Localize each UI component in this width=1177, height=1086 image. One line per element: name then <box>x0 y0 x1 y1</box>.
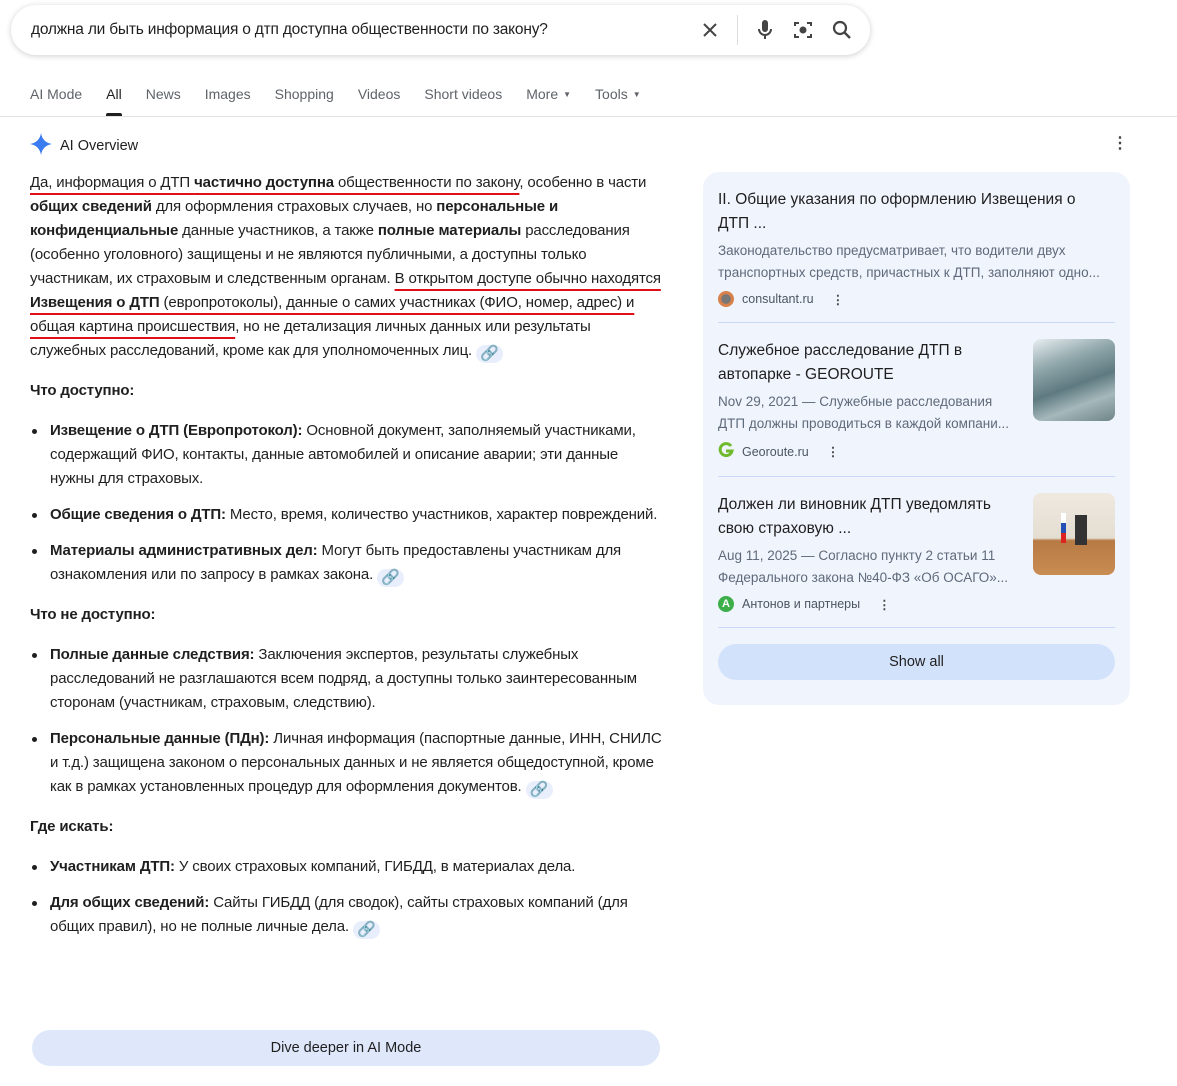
text: общественности по закону <box>333 174 520 191</box>
text: данные участников, а также <box>178 222 378 239</box>
antonov-favicon: A <box>718 596 734 612</box>
tab-more[interactable] <box>526 86 571 116</box>
list-item <box>30 539 662 587</box>
list <box>30 855 662 939</box>
text: Место, время, количество участников, характер повреждений. <box>225 506 658 523</box>
source-link-icon[interactable]: 🔗 <box>476 345 503 363</box>
list <box>30 419 662 587</box>
text: Сайты ГИБДД (для сводок), сайты страховых компаний (для общих правил), но не полные личные дела. <box>50 894 628 935</box>
consultant-favicon <box>718 291 734 307</box>
list-item <box>30 503 662 527</box>
text: Заключения экспертов, результаты служебных расследований не разглашаются всем подряд, а доступны только заинтересованным сторонам (участникам, страховым, следствию). <box>50 646 637 711</box>
search-tabs <box>30 86 665 116</box>
source-link-icon[interactable]: 🔗 <box>526 781 553 799</box>
search-icon[interactable] <box>832 20 852 40</box>
source-snippet: Федерального закона №40-ФЗ «Об ОСАГО»... <box>718 570 1009 585</box>
list-item <box>30 891 662 939</box>
bold-text: персональные и конфиденциальные <box>30 198 559 239</box>
bold-text: частично доступна <box>194 174 334 191</box>
bold-text: Извещения о ДТП <box>30 294 160 311</box>
source-snippet: Законодательство предусматривает, что водители двух <box>718 243 1066 258</box>
text: Да, информация о ДТП <box>30 174 195 191</box>
section-heading: Что доступно: <box>30 382 135 399</box>
source-snippet: Aug 11, 2025 — Согласно пункту 2 статьи 11 <box>718 548 996 563</box>
text: (европротоколы), данные о самих участниках (ФИО, номер, адрес) и общая картина происшествия <box>30 294 635 335</box>
source-link-icon[interactable]: 🔗 <box>353 921 380 939</box>
bold-text: общих сведений <box>30 198 152 215</box>
show-all-button[interactable]: Show all <box>718 644 1115 680</box>
tab-all[interactable]: All <box>106 86 122 116</box>
source-snippet: транспортных средств, причастных к ДТП, заполняют одно... <box>718 265 1100 280</box>
intro-paragraph <box>30 171 662 363</box>
divider <box>737 15 738 45</box>
source-site: Georoute.ru <box>742 444 809 459</box>
ai-overview-header <box>30 133 138 159</box>
clear-icon[interactable] <box>701 21 719 39</box>
text: расследования (особенно уголовного) защищены и не являются публичными, а доступны только участникам, их страховым и следственным органам. <box>30 222 630 287</box>
search-input[interactable]: должна ли быть информация о дтп доступна общественности по закону? <box>31 21 548 38</box>
source-card[interactable] <box>718 323 1115 477</box>
more-options-icon[interactable]: ⋮ <box>826 445 840 459</box>
list-item <box>30 419 662 491</box>
more-options-icon[interactable]: ⋮ <box>831 292 845 307</box>
tab-short-videos[interactable]: Short videos <box>424 86 503 102</box>
source-title[interactable]: Должен ли виновник ДТП уведомлять свою страховую ... <box>718 496 991 537</box>
tab-more-label: More <box>526 86 559 102</box>
text: В открытом доступе обычно находятся <box>394 270 661 287</box>
term: Персональные данные (ПДн): <box>50 730 270 747</box>
ai-overview-title: AI Overview <box>60 138 139 154</box>
term: Полные данные следствия: <box>50 646 255 663</box>
caret-down-icon: ▼ <box>632 90 641 99</box>
text: , особенно в части <box>519 174 647 191</box>
text: Основной документ, заполняемый участниками, содержащий ФИО, контакты, данные автомобилей и описание аварии; эти данные нужны для страховых. <box>50 422 636 487</box>
tab-ai-mode[interactable]: AI Mode <box>30 86 83 102</box>
gemini-sparkle-icon <box>30 133 52 159</box>
source-link-icon[interactable]: 🔗 <box>377 569 404 587</box>
list-item <box>30 855 662 879</box>
ai-overview-content <box>30 171 662 951</box>
term: Общие сведения о ДТП: <box>50 506 226 523</box>
source-title[interactable]: Служебное расследование ДТП в автопарке - GEOROUTE <box>718 342 963 383</box>
courtroom-thumbnail[interactable] <box>1033 493 1115 575</box>
bold-text: полные материалы <box>377 222 522 239</box>
divider <box>0 116 1177 117</box>
source-site: Антонов и партнеры <box>742 597 861 611</box>
cracked-windshield-thumbnail[interactable] <box>1033 339 1115 421</box>
term: Материалы административных дел: <box>50 542 318 559</box>
text: , но не детализация личных данных или результаты служебных расследований, кроме как для уполномоченных лиц. <box>30 318 591 359</box>
source-card[interactable] <box>718 477 1115 628</box>
term: Извещение о ДТП (Европротокол): <box>50 422 303 439</box>
text: для оформления страховых случаев, но <box>151 198 437 215</box>
text: Личная информация (паспортные данные, ИНН, СНИЛС и т.д.) защищена законом о персональных данных и не является общедоступной, кроме как в рамках установленных процедур для оформления документов. <box>50 730 662 795</box>
tab-videos[interactable]: Videos <box>357 86 401 102</box>
tab-tools-label: Tools <box>595 86 628 102</box>
term: Участникам ДТП: <box>50 858 175 875</box>
microphone-icon[interactable] <box>756 19 774 41</box>
list-item <box>30 643 662 715</box>
source-title[interactable]: II. Общие указания по оформлению Извещения о ДТП ... <box>718 191 1076 232</box>
dive-deeper-button[interactable]: Dive deeper in AI Mode <box>32 1030 660 1066</box>
search-box[interactable] <box>11 5 870 55</box>
sources-panel <box>703 172 1130 705</box>
more-options-icon[interactable]: ⋮ <box>1112 135 1128 152</box>
list-item <box>30 727 662 799</box>
section-heading: Где искать: <box>30 818 114 835</box>
more-options-icon[interactable]: ⋮ <box>878 597 891 612</box>
caret-down-icon: ▼ <box>563 90 572 99</box>
text: У своих страховых компаний, ГИБДД, в материалах дела. <box>174 858 576 875</box>
section-heading: Что не доступно: <box>30 606 156 623</box>
tab-tools[interactable] <box>595 86 641 116</box>
camera-lens-icon[interactable] <box>792 19 814 41</box>
tab-shopping[interactable]: Shopping <box>274 86 334 102</box>
term: Для общих сведений: <box>50 894 210 911</box>
georoute-favicon <box>718 442 734 461</box>
list <box>30 643 662 799</box>
tab-news[interactable]: News <box>145 86 181 102</box>
tab-images[interactable]: Images <box>204 86 251 102</box>
source-snippet: Nov 29, 2021 — Служебные расследования <box>718 394 993 409</box>
source-site: consultant.ru <box>742 292 814 306</box>
source-card[interactable] <box>718 172 1115 323</box>
source-snippet: ДТП должны проводиться в каждой компани... <box>718 416 1010 431</box>
text: Могут быть предоставлены участникам для ознакомления или по запросу в рамках закона. <box>50 542 622 583</box>
